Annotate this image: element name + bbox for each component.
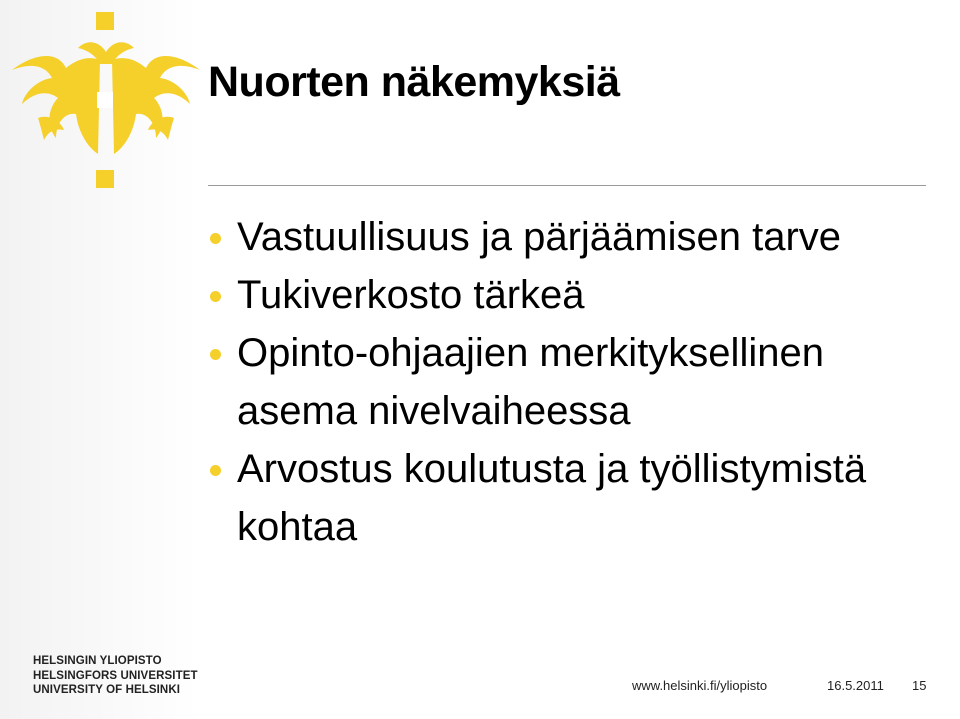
- university-name-line: HELSINGIN YLIOPISTO: [33, 655, 162, 667]
- bullet-text: Opinto-ohjaajien merkityksellinen asema nivelvaiheessa: [237, 331, 824, 433]
- bullet-item: [208, 208, 938, 266]
- bullet-item: [208, 266, 938, 324]
- bullet-list: [208, 208, 938, 556]
- bullet-dot-icon: [210, 291, 221, 302]
- footer-date: 16.5.2011: [827, 678, 884, 693]
- bullet-text: Vastuullisuus ja pärjäämisen tarve: [237, 215, 842, 259]
- page-number: 15: [912, 678, 927, 693]
- bullet-item: [208, 324, 938, 440]
- university-name-line: HELSINGFORS UNIVERSITET: [33, 669, 198, 682]
- university-name: [33, 654, 198, 698]
- bullet-dot-icon: [210, 233, 221, 244]
- flame-logo-icon: [8, 8, 204, 194]
- bullet-text: Arvostus koulutusta ja työllistymistä kohtaa: [237, 447, 867, 549]
- footer-url: www.helsinki.fi/yliopisto: [632, 678, 768, 693]
- bullet-item: [208, 440, 938, 556]
- bullet-dot-icon: [210, 465, 221, 476]
- bullet-text: Tukiverkosto tärkeä: [237, 273, 585, 317]
- title-divider: [208, 185, 926, 186]
- university-name-line: UNIVERSITY OF HELSINKI: [33, 684, 181, 696]
- slide-title: Nuorten näkemyksiä: [208, 58, 620, 106]
- bullet-dot-icon: [210, 349, 221, 360]
